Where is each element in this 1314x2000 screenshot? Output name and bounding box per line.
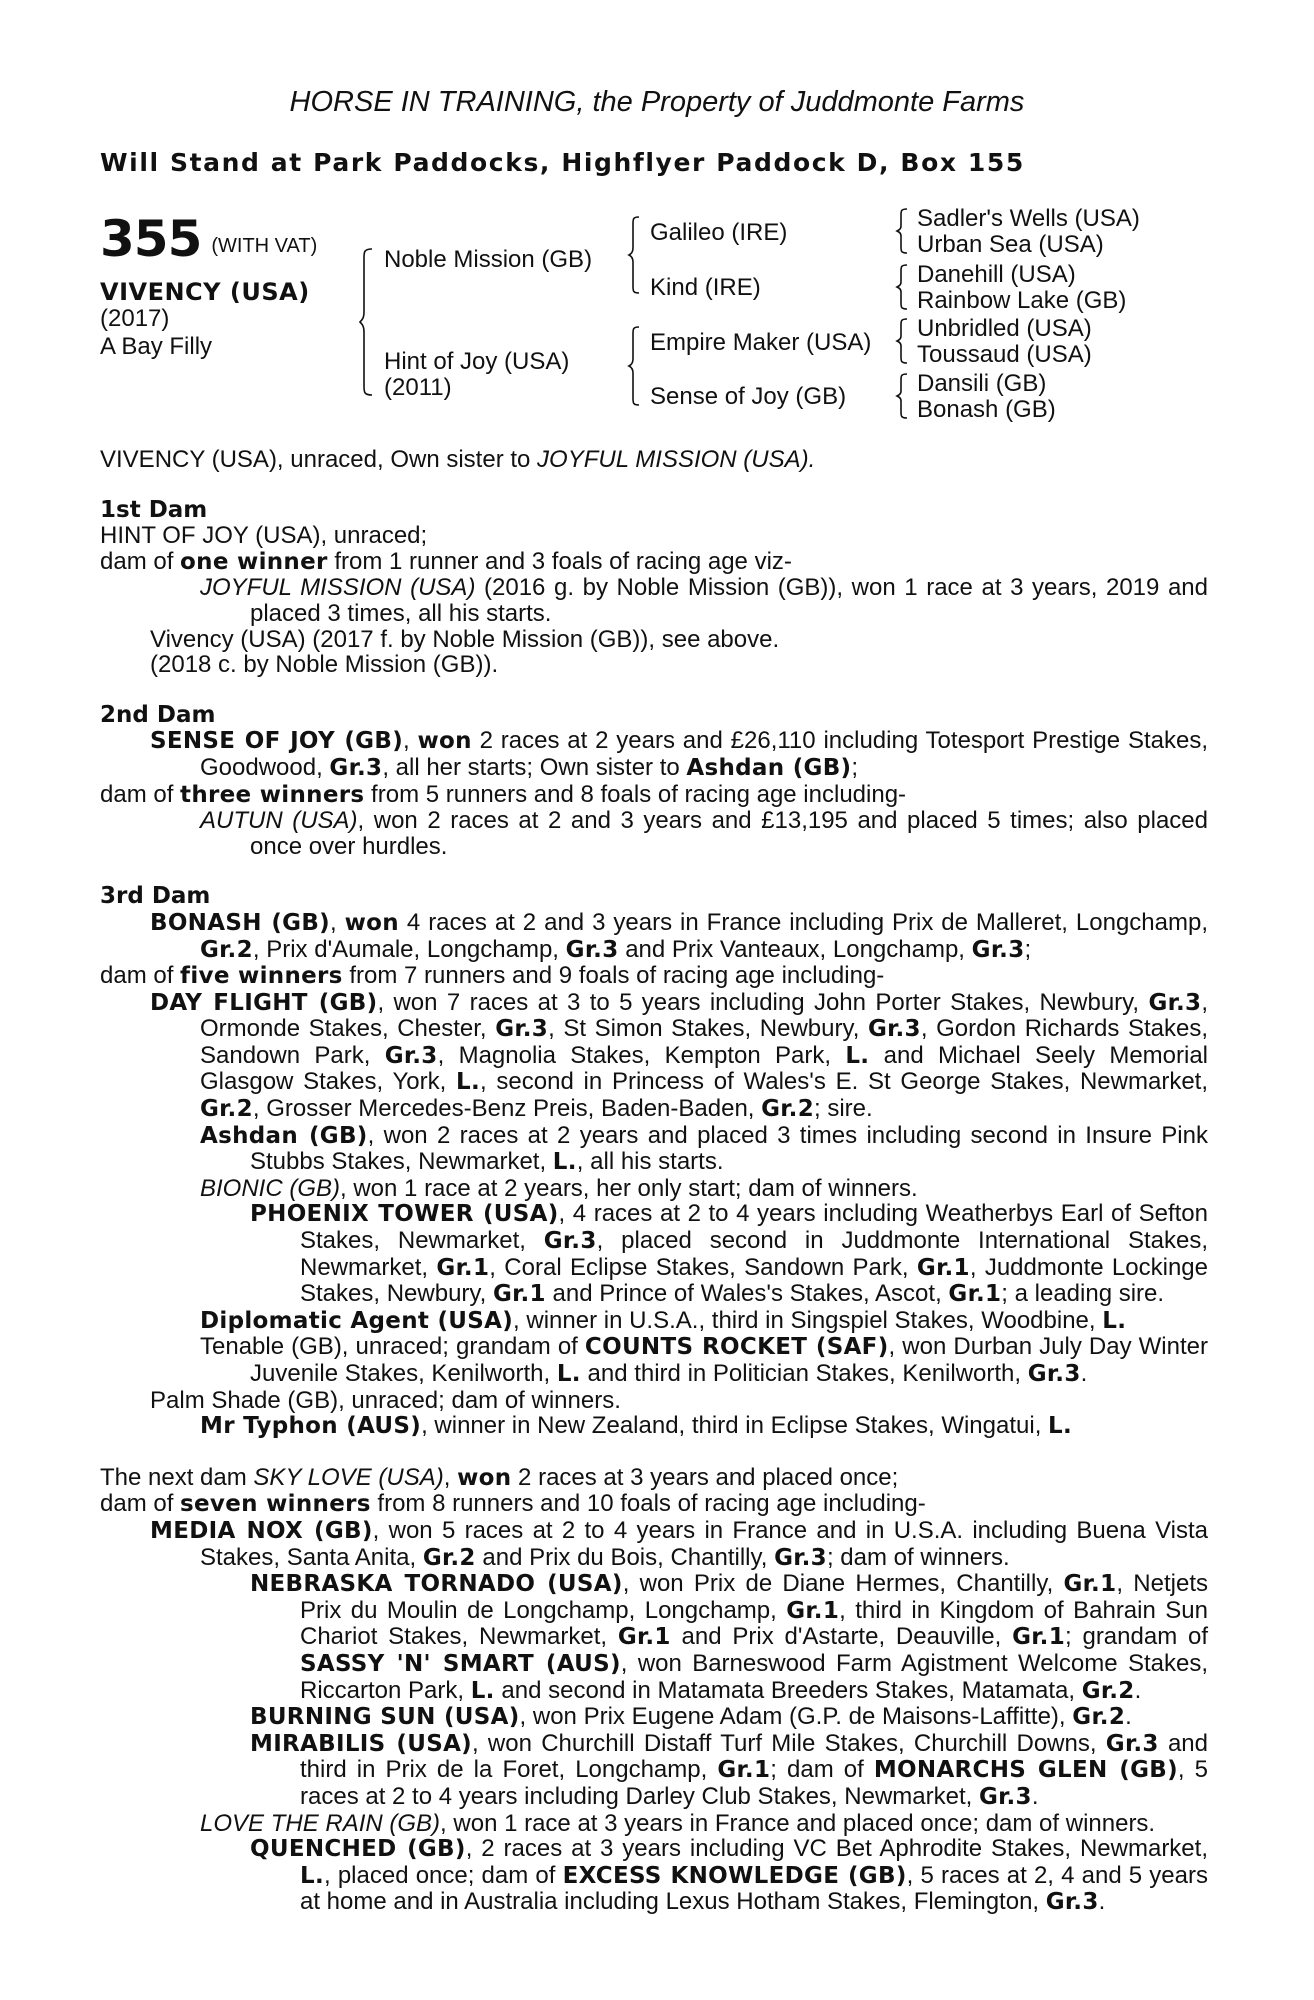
horse-description: A Bay Filly [100, 333, 213, 360]
dam1-heading: 1st Dam [100, 496, 208, 523]
next-mirabilis: MIRABILIS (USA), won Churchill Distaff Turf Mile Stakes, Churchill Downs, Gr.3 and third in Prix de la Foret, Longchamp, Gr.1; dam of MONARCHS GLEN (GB), 5 races at 2 to 4 years including Darley Club Stakes, Newmarket, Gr.3. [250, 1729, 1208, 1810]
dam3-day-flight: DAY FLIGHT (GB), won 7 races at 3 to 5 years including John Porter Stakes, Newbury, Gr.3, Ormonde Stakes, Chester, Gr.3, St Simon Stakes, Newbury, Gr.3, Gordon Richards Stakes, Sandown Park, Gr.3, Magnolia Stakes, Kempton Park, L. and Michael Seely Memorial Glasgow Stakes, York, L., second in Princess of Wales's E. St George Stakes, Newmarket, Gr.2, Grosser Mercedes-Benz Preis, Baden-Baden, Gr.2; sire. [150, 988, 1209, 1123]
horse-year: (2017) [100, 305, 170, 332]
dam3-tenable: Tenable (GB), unraced; grandam of COUNTS ROCKET (SAF), won Durban July Day Winter Juvenile Stakes, Kenilworth, L. and third in Politician Stakes, Kenilworth, Gr.3. [200, 1333, 1208, 1387]
dam3-heading: 3rd Dam [100, 883, 211, 910]
dam2-produce-summary: dam of three winners from 5 runners and 8 foals of racing age including- [100, 780, 907, 808]
pedigree-dam: Hint of Joy (USA) [384, 348, 570, 375]
next-quenched: QUENCHED (GB), 2 races at 3 years including VC Bet Aphrodite Stakes, Newmarket, L., placed once; dam of EXCESS KNOWLEDGE (GB), 5 races at 2, 4 and 5 years at home and in Australia including Lexus Hotham Stakes, Flemington, Gr.3. [250, 1835, 1208, 1916]
lot-number: 355 [100, 210, 202, 268]
pedigree-g2: Urban Sea (USA) [917, 231, 1104, 258]
pedigree-sire-sire: Galileo (IRE) [650, 219, 788, 246]
bracket-sire-dam [360, 248, 374, 396]
page-title: HORSE IN TRAINING, the Property of Juddmonte Farms [289, 86, 1025, 118]
dam1-produce-summary: dam of one winner from 1 runner and 3 foals of racing age viz- [100, 547, 792, 575]
dam3-phoenix-tower: PHOENIX TOWER (USA), 4 races at 2 to 4 years including Weatherbys Earl of Sefton Stakes, Newmarket, Gr.3, placed second in Juddmonte International Stakes, Newmarket, Gr.1, Coral Eclipse Stakes, Sandown Park, Gr.1, Juddmonte Lockinge Stakes, Newbury, Gr.1 and Prince of Wales's Stakes, Ascot, Gr.1; a leading sire. [250, 1200, 1209, 1308]
next-media-nox: MEDIA NOX (GB), won 5 races at 2 to 4 years in France and in U.S.A. including Buena Vista Stakes, Santa Anita, Gr.2 and Prix du Bois, Chantilly, Gr.3; dam of winners. [150, 1516, 1208, 1571]
bracket-g2 [897, 264, 909, 310]
pedigree-dam-dam: Sense of Joy (GB) [650, 383, 847, 410]
pedigree-g7: Dansili (GB) [917, 370, 1047, 397]
horse-name: VIVENCY (USA) [100, 278, 310, 306]
next-dam-record: The next dam SKY LOVE (USA), won 2 races at 3 years and placed once; [100, 1463, 899, 1491]
dam3-ashdan: Ashdan (GB), won 2 races at 2 years and placed 3 times including second in Insure Pink Stubbs Stakes, Newmarket, L., all his starts. [200, 1121, 1208, 1176]
pedigree-sire-dam: Kind (IRE) [650, 274, 761, 301]
lot-heading [100, 210, 317, 268]
next-burning-sun: BURNING SUN (USA), won Prix Eugene Adam (G.P. de Maisons-Laffitte), Gr.2. [250, 1703, 1132, 1731]
catalogue-text [100, 447, 1208, 1916]
dam3-mr-typhon: Mr Typhon (AUS), winner in New Zealand, third in Eclipse Stakes, Wingatui, L. [200, 1412, 1073, 1440]
bracket-g1 [897, 208, 909, 254]
stand-location: Will Stand at Park Paddocks, Highflyer Paddock D, Box 155 [100, 148, 1025, 177]
pedigree-g5: Unbridled (USA) [917, 315, 1092, 342]
pedigree-g4: Rainbow Lake (GB) [917, 287, 1127, 314]
dam2-produce-1: AUTUN (USA), won 2 races at 2 and 3 years and £13,195 and placed 5 times; also placed once over hurdles. [200, 807, 1209, 860]
dam3-diplomatic-agent: Diplomatic Agent (USA), winner in U.S.A., third in Singspiel Stakes, Woodbine, L. [200, 1306, 1127, 1334]
pedigree-dam-sire: Empire Maker (USA) [650, 329, 872, 356]
dam3-record: BONASH (GB), won 4 races at 2 and 3 years in France including Prix de Malleret, Longchamp, Gr.2, Prix d'Aumale, Longchamp, Gr.3 and Prix Vanteaux, Longchamp, Gr.3; [150, 908, 1209, 963]
bracket-sire-parents [629, 216, 641, 294]
dam3-produce-summary: dam of five winners from 7 runners and 9 foals of racing age including- [100, 962, 885, 990]
dam1-produce-2: Vivency (USA) (2017 f. by Noble Mission (GB)), see above. [150, 625, 780, 653]
pedigree-g6: Toussaud (USA) [917, 341, 1092, 368]
pedigree-g3: Danehill (USA) [917, 261, 1076, 288]
bracket-g3 [897, 318, 909, 364]
dam2-heading: 2nd Dam [100, 701, 216, 728]
pedigree-dam-year: (2011) [384, 374, 452, 401]
bracket-g4 [897, 373, 909, 419]
dam3-bionic: BIONIC (GB), won 1 race at 2 years, her only start; dam of winners. [200, 1174, 918, 1202]
dam2-record: SENSE OF JOY (GB), won 2 races at 2 years and £26,110 including Totesport Prestige Stakes, Goodwood, Gr.3, all her starts; Own sister to Ashdan (GB); [150, 727, 1208, 781]
vat-note: (WITH VAT) [211, 235, 318, 257]
dam1-produce-3: (2018 c. by Noble Mission (GB)). [150, 651, 499, 679]
dam1-line: HINT OF JOY (USA), unraced; [100, 522, 428, 550]
pedigree-g1: Sadler's Wells (USA) [917, 205, 1140, 232]
pedigree-g8: Bonash (GB) [917, 396, 1056, 423]
next-love-the-rain: LOVE THE RAIN (GB), won 1 race at 3 years in France and placed once; dam of winners. [200, 1809, 1156, 1837]
dam1-produce-1: JOYFUL MISSION (USA) (2016 g. by Noble Mission (GB)), won 1 race at 3 years, 2019 and placed 3 times, all his starts. [200, 574, 1208, 627]
intro-line: VIVENCY (USA), unraced, Own sister to JOYFUL MISSION (USA). [100, 446, 816, 473]
next-dam-produce-summary: dam of seven winners from 8 runners and 10 foals of racing age including- [100, 1490, 926, 1518]
pedigree-sire: Noble Mission (GB) [384, 246, 593, 273]
bracket-dam-parents [629, 326, 641, 406]
dam3-palm-shade: Palm Shade (GB), unraced; dam of winners. [150, 1386, 621, 1414]
next-nebraska-tornado: NEBRASKA TORNADO (USA), won Prix de Diane Hermes, Chantilly, Gr.1, Netjets Prix du Moulin de Longchamp, Longchamp, Gr.1, third in Kingdom of Bahrain Sun Chariot Stakes, Newmarket, Gr.1 and Prix d'Astarte, Deauville, Gr.1; grandam of SASSY 'N' SMART (AUS), won Barneswood Farm Agistment Welcome Stakes, Riccarton Park, L. and second in Matamata Breeders Stakes, Matamata, Gr.2. [250, 1570, 1209, 1704]
